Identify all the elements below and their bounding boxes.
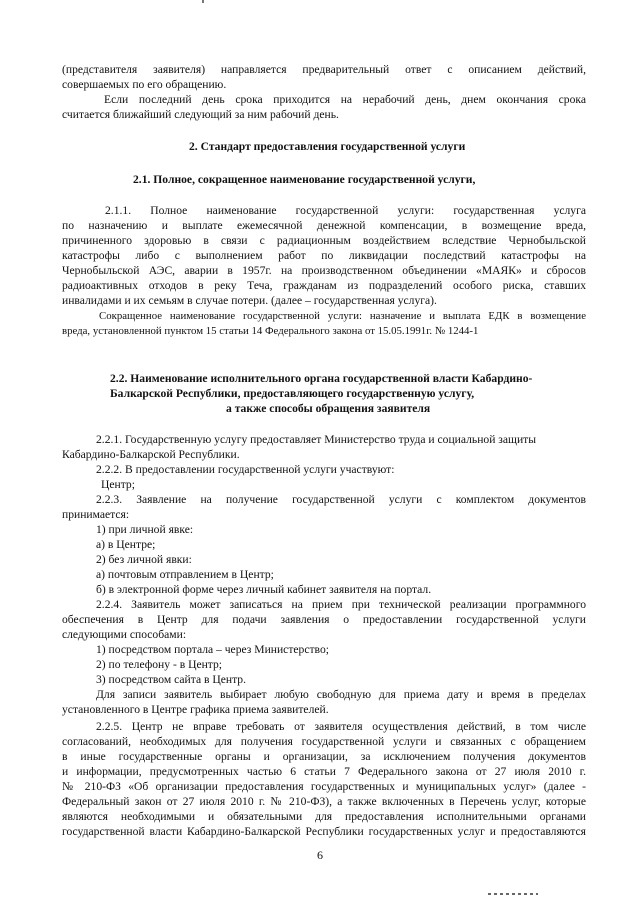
text-line: Федеральный закон от 27 июля 2010 г. № 210-ФЗ), а также включенных в Перечень услуг, которые [62, 795, 586, 808]
text-line: 1) посредством портала – через Министерство; [96, 643, 329, 656]
text-line: 2.1.1. Полное наименование государственной услуги: государственная услуга [105, 204, 586, 217]
text-line: 2) по телефону - в Центр; [96, 658, 223, 671]
text-line: вреда, установленной пунктом 15 статьи 14 Федерального закона от 15.05.1991г. № 1244-1 [62, 325, 479, 337]
subsection-heading: 2.2. Наименование исполнительного органа государственной власти Кабардино- [110, 372, 533, 385]
text-line: считается ближайший следующий за ним рабочий день. [62, 108, 339, 121]
text-line: Для записи заявитель выбирает любую свободную для приема дату и время в пределах [96, 688, 586, 701]
text-line: принимается: [62, 508, 130, 521]
text-line: радиоактивных отходов в реку Теча, гражданам из подразделений особого риска, ставших [62, 279, 586, 292]
text-line: согласований, необходимых для получения государственной услуги и связанных с обращением [62, 735, 586, 748]
page-number: 6 [317, 848, 323, 862]
text-line: 3) посредством сайта в Центр. [96, 673, 246, 686]
text-line: являются необходимыми и обязательными для предоставления исполнительными органами [62, 810, 586, 823]
text-line: и информации, предусмотренных частью 6 статьи 7 Федерального закона от 27 июля 2010 г. [62, 765, 586, 778]
text-line: 1) при личной явке: [96, 523, 194, 536]
text-line: 2.2.1. Государственную услугу предоставляет Министерство труда и социальной защиты [96, 433, 537, 446]
text-line: Кабардино-Балкарской Республики. [62, 448, 240, 461]
text-line: Если последний день срока приходится на нерабочий день, днем окончания срока [104, 93, 586, 106]
text-line: (представителя заявителя) направляется предварительный ответ с описанием действий, [62, 63, 586, 76]
text-line: совершаемых по его обращению. [62, 78, 227, 91]
subsection-heading: Балкарской Республики, предоставляющего государственную услугу, [110, 387, 475, 400]
text-line: 2) без личной явки: [96, 553, 192, 566]
text-line: а) в Центре; [96, 538, 156, 551]
subsection-heading: 2.1. Полное, сокращенное наименование государственной услуги, [133, 173, 476, 186]
scan-artifact [202, 0, 204, 3]
text-line: 2.2.3. Заявление на получение государственной услуги с комплектом документов [96, 493, 586, 506]
text-line: инвалидами и их семьям в случае потери. (далее – государственная услуга). [62, 294, 437, 307]
text-line: следующими способами: [62, 628, 187, 641]
text-line: 2.2.5. Центр не вправе требовать от заявителя осуществления действий, в том числе [96, 720, 586, 733]
text-line: Центр; [101, 478, 135, 491]
text-line: катастрофы либо с выполнением работ по ликвидации последствий катастрофы на [62, 249, 586, 262]
text-line: а) почтовым отправлением в Центр; [96, 568, 274, 581]
text-line: по назначению и выплате ежемесячной денежной компенсации, в возмещение вреда, [62, 219, 586, 232]
text-line: № 210-ФЗ «Об организации предоставления государственных и муниципальных услуг» (далее - [62, 780, 586, 793]
section-heading: 2. Стандарт предоставления государственной услуги [189, 140, 466, 153]
text-line: государственной власти Кабардино-Балкарской Республики государственных услуг и предоставляются [62, 825, 586, 838]
text-line: Сокращенное наименование государственной услуги: назначение и выплата ЕДК в возмещение [99, 310, 586, 322]
text-line: обеспечения в Центр для подачи заявления о предоставлении государственной услуги [62, 613, 586, 626]
text-line: 2.2.2. В предоставлении государственной услуги участвуют: [96, 463, 395, 476]
text-line: в иные государственные органы и организации, за исключением получения документов [62, 750, 586, 763]
text-line: 2.2.4. Заявитель может записаться на прием при технической реализации программного [96, 598, 586, 611]
text-line: установленного в Центре графика приема заявителей. [62, 703, 329, 716]
text-line: б) в электронной форме через личный кабинет заявителя на портал. [96, 583, 432, 596]
text-line: Чернобыльской АЭС, аварии в 1957г. на производственном объединении «МАЯК» и сбросов [62, 264, 586, 277]
text-line: причиненного здоровью в связи с радиационным воздействием вследствие Чернобыльской [62, 234, 586, 247]
subsection-heading: а также способы обращения заявителя [226, 402, 431, 415]
scan-artifact [488, 893, 538, 895]
